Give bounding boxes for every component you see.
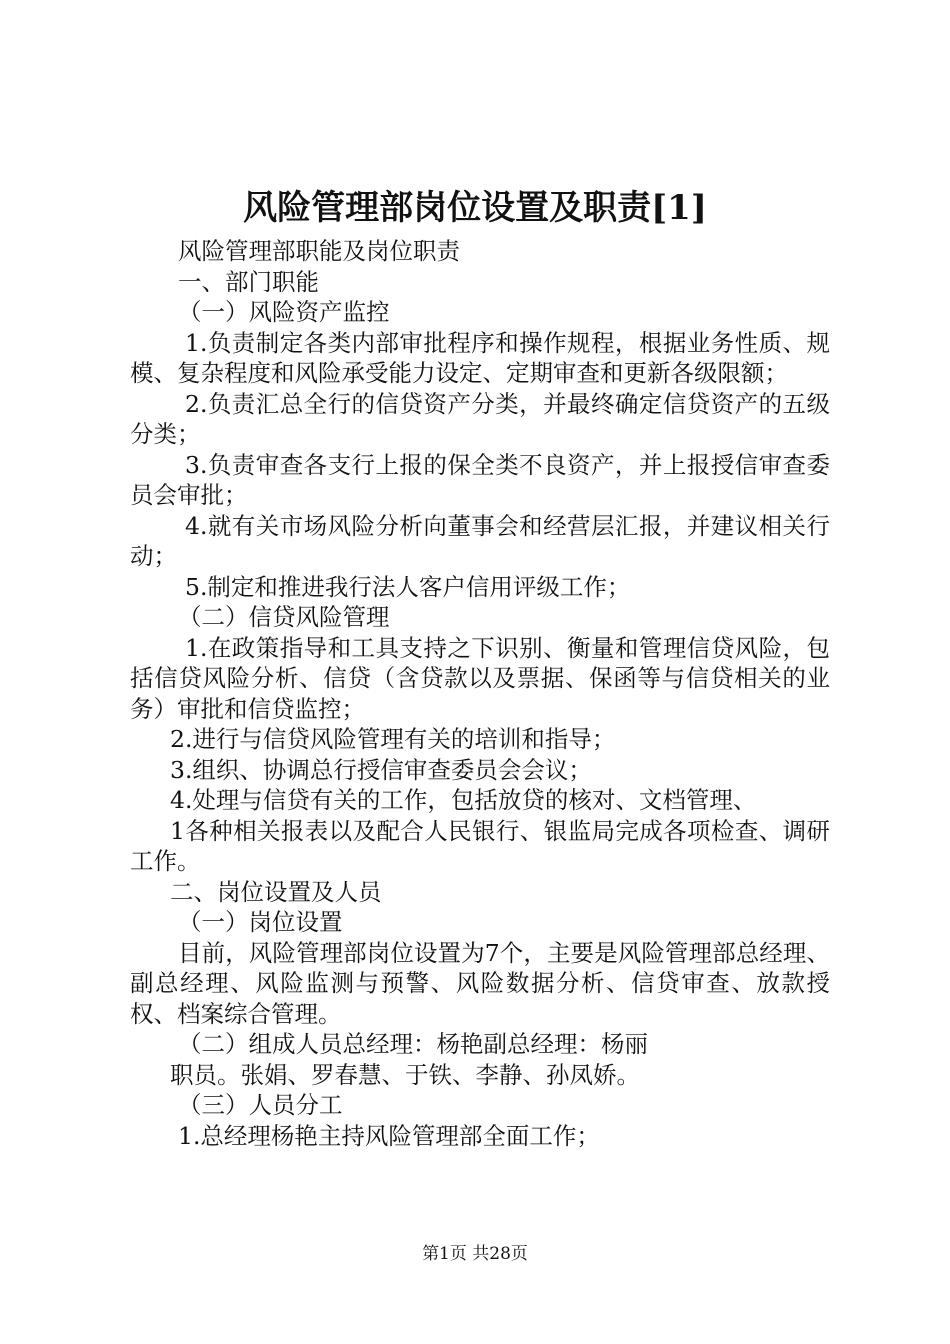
document-body (130, 236, 830, 1151)
paragraph-8: 5.制定和推进我行法人客户信用评级工作； (185, 572, 631, 601)
paragraph-12: 3.组织、协调总行授信审查委员会会议； (170, 755, 592, 784)
paragraph-3: （一）风险资产监控 (178, 298, 390, 326)
paragraph-14: 1各种相关报表以及配合人民银行、银监局完成各项检查、调研工作。 (130, 816, 830, 875)
paragraph-4: 1.负责制定各类内部审批程序和操作规程，根据业务性质、规模、复杂程度和风险承受能力设定、定期审查和更新各级限额； (130, 328, 830, 387)
paragraph-9: （二）信贷风险管理 (178, 603, 390, 631)
paragraph-18: （二）组成人员总经理：杨艳副总经理：杨丽 (178, 1030, 648, 1058)
paragraph-21: 1.总经理杨艳主持风险管理部全面工作； (178, 1121, 600, 1150)
paragraph-5: 2.负责汇总全行的信贷资产分类，并最终确定信贷资产的五级分类； (130, 389, 830, 448)
document-title: 风险管理部岗位设置及职责[1] (243, 188, 707, 228)
paragraph-16: （一）岗位设置 (178, 908, 343, 936)
page-footer: 第1页 共28页 (422, 1244, 528, 1264)
paragraph-6: 3.负责审查各支行上报的保全类不良资产，并上报授信审查委员会审批； (130, 450, 830, 509)
paragraph-7: 4.就有关市场风险分析向董事会和经营层汇报，并建议相关行动； (130, 511, 830, 570)
paragraph-17: 目前，风险管理部岗位设置为7个，主要是风险管理部总经理、副总经理、风险监测与预警、风险数据分析、信贷审查、放款授权、档案综合管理。 (130, 938, 830, 1028)
paragraph-10: 1.在政策指导和工具支持之下识别、衡量和管理信贷风险，包括信贷风险分析、信贷（含贷款以及票据、保函等与信贷相关的业务）审批和信贷监控； (130, 633, 830, 723)
paragraph-1: 风险管理部职能及岗位职责 (178, 237, 460, 265)
paragraph-20: （三）人员分工 (178, 1091, 343, 1119)
paragraph-13: 4.处理与信贷有关的工作，包括放贷的核对、文档管理、 (170, 786, 757, 814)
paragraph-19: 职员。张娟、罗春慧、于铁、李静、孙凤娇。 (170, 1060, 640, 1089)
paragraph-15: 二、岗位设置及人员 (170, 877, 382, 906)
paragraph-2: 一、部门职能 (178, 267, 319, 296)
paragraph-11: 2.进行与信贷风险管理有关的培训和指导； (170, 725, 616, 753)
